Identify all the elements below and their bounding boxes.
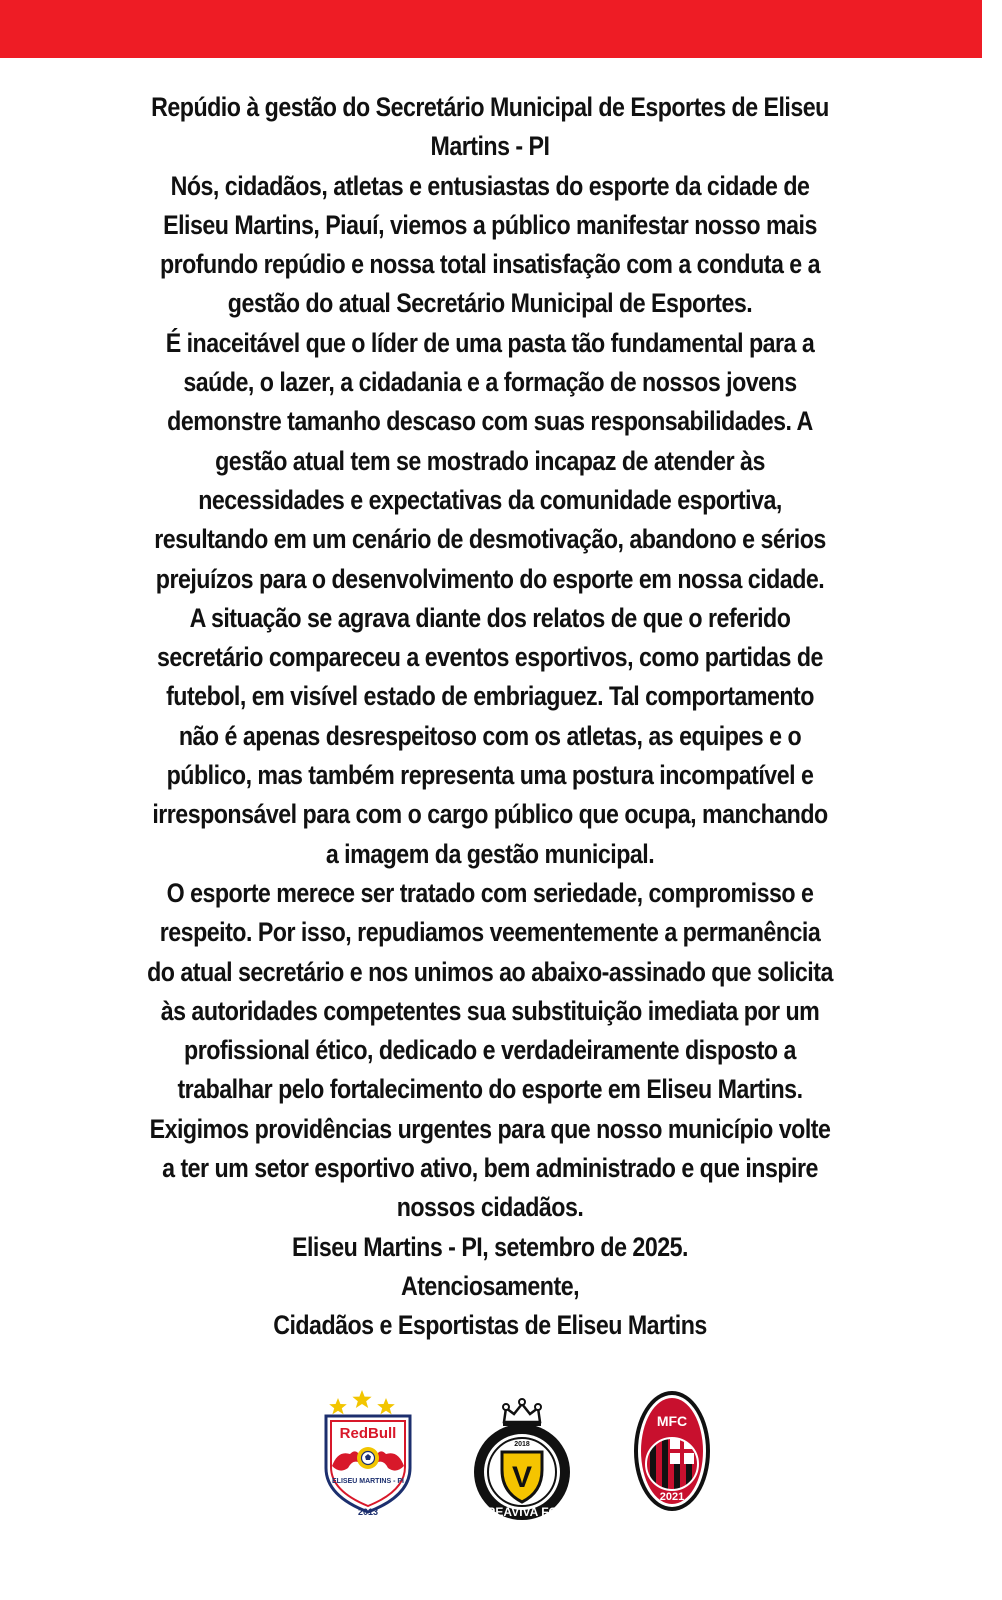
reaviva-fc-badge-icon bbox=[468, 1388, 576, 1524]
letter-body bbox=[146, 88, 834, 1346]
mfc-year: 2021 bbox=[659, 1491, 685, 1503]
reaviva-year: 2018 bbox=[514, 1441, 530, 1448]
top-red-bar bbox=[0, 0, 982, 58]
letter-paragraph-4: O esporte merece ser tratado com seriedade, compromisso e respeito. Por isso, repudiamos veementemente a permanência do atual secretário e nos unimos ao abaixo-assinado que solicita às autoridades competentes sua substituição imediata por um profissional ético, dedicado e verdadeiramente disposto a trabalhar pelo fortalecimento do esporte em Eliseu Martins. bbox=[147, 877, 833, 1105]
redbull-wordmark: RedBull bbox=[339, 1425, 397, 1442]
letter-title: Repúdio à gestão do Secretário Municipal de Esportes de Eliseu Martins - PI bbox=[151, 92, 829, 162]
letter-closing: Atenciosamente, bbox=[400, 1270, 580, 1301]
letter-paragraph-5: Exigimos providências urgentes para que nosso município volte a ter um setor esportivo ativo, bem administrado e que inspire nossos cidadãos. bbox=[149, 1113, 831, 1223]
letter-place-date: Eliseu Martins - PI, setembro de 2025. bbox=[292, 1231, 688, 1262]
mfc-badge-icon bbox=[632, 1388, 712, 1514]
letter-paragraph-3: A situação se agrava diante dos relatos de que o referido secretário compareceu a eventos esportivos, como partidas de futebol, em visível estado de embriaguez. Tal comportamento não é apenas desrespeitoso com os atletas, as equipes e o público, mas também representa uma postura incompatível e irresponsável para com o cargo público que ocupa, manchando a imagem da gestão municipal. bbox=[152, 602, 828, 869]
club-logos bbox=[0, 1388, 982, 1528]
letter-paragraph-2: É inaceitável que o líder de uma pasta tão fundamental para a saúde, o lazer, a cidadania e a formação de nossos jovens demonstre tamanho descaso com suas responsabilidades. A gestão atual tem se mostrado incapaz de atender às necessidades e expectativas da comunidade esportiva, resultando em um cenário de desmotivação, abandono e sérios prejuízos para o desenvolvimento do esporte em nossa cidade. bbox=[154, 327, 826, 594]
redbull-year: 2013 bbox=[357, 1507, 379, 1516]
letter-signature: Cidadãos e Esportistas de Eliseu Martins bbox=[273, 1310, 707, 1341]
redbull-badge-icon bbox=[312, 1388, 424, 1516]
mfc-letters: MFC bbox=[656, 1413, 688, 1429]
redbull-subtitle: ELISEU MARTINS - PI bbox=[332, 1478, 404, 1485]
reaviva-letter: V bbox=[511, 1461, 533, 1494]
letter-paragraph-1: Nós, cidadãos, atletas e entusiastas do esporte da cidade de Eliseu Martins, Piauí, viemos a público manifestar nosso mais profundo repúdio e nossa total insatisfação com a conduta e a gestão do atual Secretário Municipal de Esportes. bbox=[159, 170, 821, 319]
reaviva-name: REAVIVA FC bbox=[486, 1505, 558, 1519]
